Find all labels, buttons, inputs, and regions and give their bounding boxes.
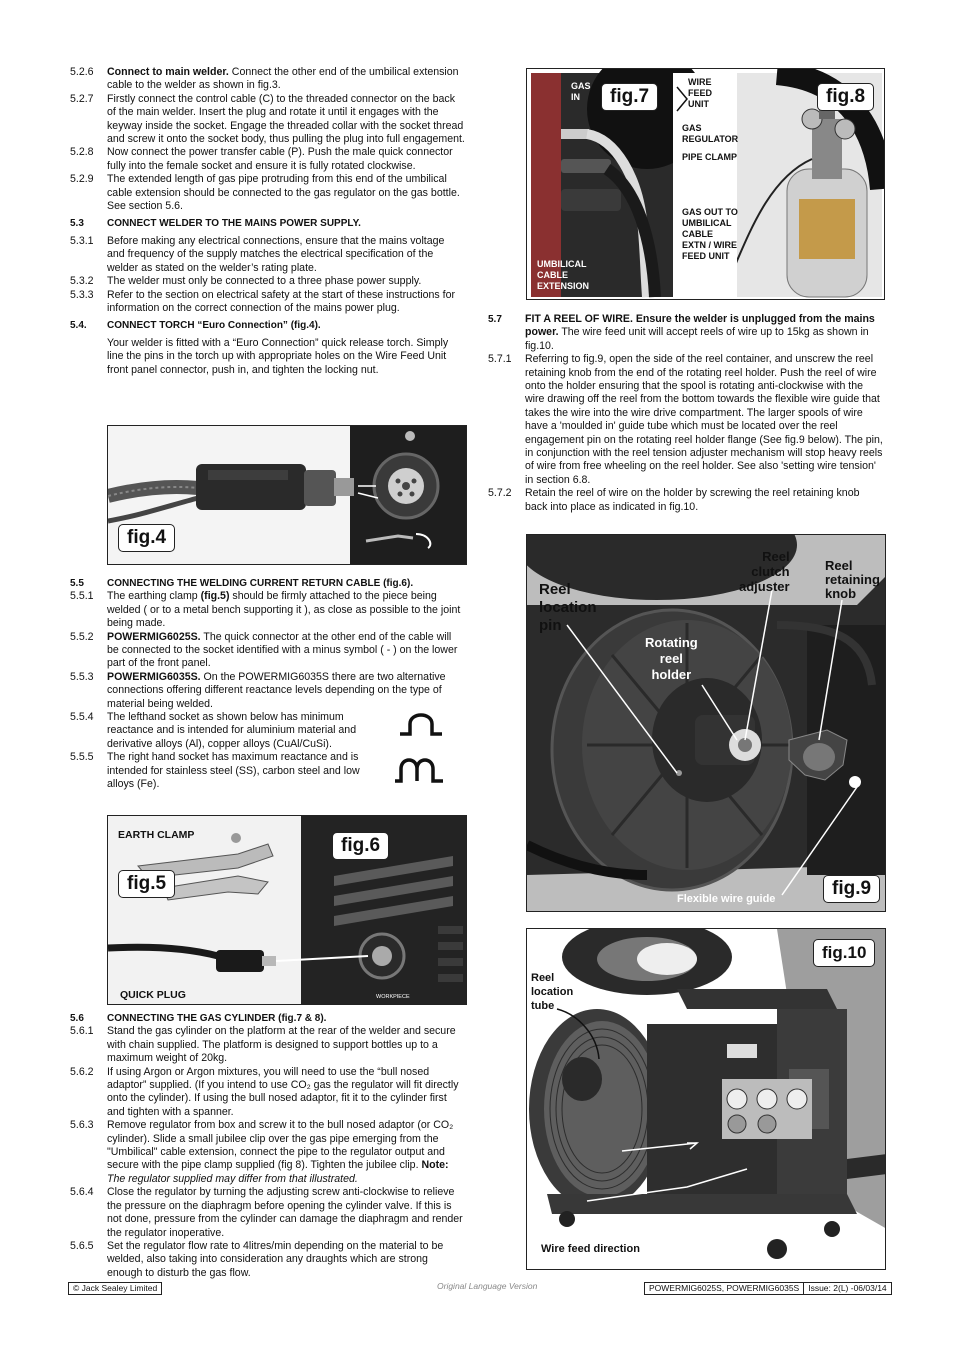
heading-number: 5.7	[488, 314, 502, 325]
issue-date: Issue: 2(L) -06/03/14	[808, 1283, 887, 1293]
item-number: 5.6.1	[70, 1025, 94, 1038]
reel-location-pin-label: Reel location pin	[539, 581, 597, 634]
item-number: 5.3.3	[70, 288, 94, 301]
item-text: Stand the gas cylinder on the platform at the rear of the welder and secure with chain supplied. The platform is designed to support bottles up to a maximum weight of 20kg.	[107, 1025, 456, 1065]
rotating-reel-holder-label: Rotating reel holder	[645, 635, 698, 682]
item-number: 5.5.1	[70, 590, 94, 603]
earth-clamp-label: EARTH CLAMP	[118, 829, 195, 841]
fig4-photo	[107, 425, 467, 565]
fig10-photo	[526, 928, 886, 1270]
item-text: Set the regulator flow rate to 4litres/min depending on the material to be welded, also taking into consideration any draughts which are strong enough to disturb the gas flow.	[107, 1239, 444, 1279]
right-column-text	[488, 313, 884, 514]
reel-location-tube-label: Reel location tube	[531, 972, 574, 1012]
section-5-6-3	[70, 1119, 465, 1186]
section-5-5-4	[70, 711, 375, 751]
section-5-2-8	[70, 146, 465, 173]
fig7-label: fig.7	[601, 83, 658, 111]
language-version: Original Language Version	[437, 1281, 538, 1291]
heading-text: CONNECTING THE GAS CYLINDER (fig.7 & 8).	[107, 1013, 327, 1024]
fig5-fig6-photo	[107, 815, 467, 1005]
fig8-label: fig.8	[817, 83, 874, 111]
wire-feed-unit-illustration	[527, 929, 886, 1270]
reel-clutch-adjuster-label: Reel clutch adjuster	[739, 549, 790, 594]
item-text: Connect the other end of the umbilical extension cable to the welder as shown in fig.3.	[107, 66, 459, 92]
item-number: 5.6.5	[70, 1239, 94, 1252]
section-5-5-2	[70, 631, 465, 671]
section-5-5-1	[70, 590, 465, 630]
left-column	[70, 66, 465, 377]
section-5-2-7	[70, 93, 465, 147]
section-5-7-1	[488, 353, 884, 487]
fig9-label: fig.9	[823, 875, 880, 903]
item-number: 5.6.3	[70, 1119, 94, 1132]
fig5-label: fig.5	[118, 870, 175, 898]
item-text: On the POWERMIG6035S there are two alternative connections offering different reactance levels depending on the type of material being welded.	[107, 670, 446, 710]
item-number: 5.6.4	[70, 1186, 94, 1199]
section-5-4-text	[70, 337, 465, 377]
section-5-5-5	[70, 751, 375, 791]
item-text: Referring to fig.9, open the side of the reel container, and unscrew the reel retaining knob from the end of the rotating reel holder. Push the reel of wire onto the holder ensuring that the spool is rotating anti-clockwise with the wire drawing off the reel from the bottom towards the flexible wire guide that takes the wire into the wire drive compartment. The larger spools of wire have a 'moulded in' guide tube which must be located over the reel engagement pin on the rotating reel holder flange (See fig.9 below). The pin, in conjunction with the reel tension adjuster mechanism will stop heavy reels of wire from free wheeling on the reel holder. See also 'setting wire tension' in section 6.8.	[525, 353, 883, 486]
workpiece-label: WORKPIECE	[376, 994, 410, 1000]
pipe-clamp-label: PIPE CLAMP	[682, 152, 738, 162]
item-number: 5.3.2	[70, 275, 94, 288]
fig7-fig8-photo	[526, 68, 885, 300]
section-5-7	[488, 313, 884, 353]
heading-5-4	[70, 319, 465, 332]
item-text: The lefthand socket as shown below has minimum reactance and is intended for aluminium material and derivative alloys (Al), copper alloys (CuAl/CuSi).	[107, 711, 357, 750]
gas-in-label: GAS IN	[571, 81, 591, 102]
note-text: The regulator supplied may differ from that illustrated.	[107, 1172, 358, 1185]
item-text: Now connect the power transfer cable (P). Push the male quick connector fully into the female socket and ensure it is fully rotated clockwise.	[107, 146, 453, 172]
item-number: 5.6.2	[70, 1065, 94, 1078]
item-ref: (fig.5)	[200, 590, 230, 603]
heading-5-5	[70, 577, 465, 590]
fig4-label: fig.4	[118, 524, 175, 552]
maximum-reactance-icon	[393, 755, 453, 787]
copyright-footer: © Jack Sealey Limited	[68, 1282, 162, 1295]
item-text: The wire feed unit will accept reels of wire up to 15kg as shown in fig.10.	[525, 326, 869, 352]
wire-feed-direction-label: Wire feed direction	[541, 1243, 640, 1255]
item-text: Refer to the section on electrical safety at the start of these instructions for information on the correct connection of the mains power plug.	[107, 288, 456, 314]
section-5-2-9	[70, 173, 465, 213]
item-text: Your welder is fitted with a “Euro Connection” quick release torch. Simply line the pins in the torch up with appropriate holes on the Wire Feed Unit front panel connector, push in, and tighten the locking nut.	[107, 336, 449, 376]
item-number: 5.7.2	[488, 487, 512, 500]
section-5-3-2	[70, 275, 465, 288]
heading-number: 5.4.	[70, 320, 87, 332]
reel-retaining-knob-label: Reel retaining knob	[825, 558, 880, 601]
model-footer	[644, 1282, 892, 1295]
umbilical-label: UMBILICAL CABLE EXTENSION	[537, 259, 590, 291]
heading-text: CONNECTING THE WELDING CURRENT RETURN CABLE (fig.6).	[107, 578, 414, 589]
minimum-reactance-icon	[398, 710, 446, 740]
heading-number: 5.5	[70, 578, 84, 589]
gas-out-label: GAS OUT TO UMBILICAL CABLE EXTN / WIRE FEED UNIT	[682, 207, 738, 261]
item-text: Remove regulator from box and screw it to the bull nosed adaptor (or CO₂ cylinder). Slide a small jubilee clip over the gas pipe emerging from the "Umbilical" cable extension, connect the pipe to the regulator output and secure with the pipe clamp supplied (fig 8). Tighten the jubilee clip.	[107, 1119, 454, 1172]
item-number: 5.5.4	[70, 711, 94, 724]
heading-number: 5.3	[70, 218, 84, 230]
left-column-part3	[70, 1012, 465, 1280]
item-text: Before making any electrical connections, ensure that the mains voltage and frequency of the supply matches the electrical specification of the welder as stated on the welder’s rating plate.	[107, 234, 445, 274]
section-5-3-1	[70, 235, 465, 275]
item-text: If using Argon or Argon mixtures, you will need to use the “bull nosed adaptor” supplied. (If you intend to use CO₂ gas the regulator will fit directly onto the cylinder). If using the bull nosed adaptor, fit it to the cylinder first and tighten with a spanner.	[107, 1065, 459, 1118]
heading-text: CONNECT WELDER TO THE MAINS POWER SUPPLY.	[107, 218, 361, 230]
item-text: The quick connector at the other end of the cable will be connected to the socket identified with a minus symbol ( - ) on the lower part of the front panel.	[107, 630, 458, 670]
section-5-2-6	[70, 66, 465, 93]
item-text: Retain the reel of wire on the holder by screwing the reel retaining knob back into place as indicated in fig.10.	[525, 487, 860, 513]
wire-feed-unit-label: WIRE FEED UNIT	[688, 77, 713, 109]
item-number: 5.5.3	[70, 670, 94, 683]
item-number: 5.2.7	[70, 92, 94, 105]
heading-text: CONNECT TORCH “Euro Connection” (fig.4).	[107, 320, 321, 332]
section-5-3-3	[70, 289, 465, 316]
item-text: The welder must only be connected to a three phase power supply.	[107, 275, 422, 288]
item-number: 5.2.6	[70, 66, 94, 78]
section-5-6-1	[70, 1025, 465, 1065]
section-5-5-3	[70, 671, 465, 711]
fig9-photo	[526, 534, 886, 912]
note-label: Note:	[421, 1159, 449, 1172]
item-text: The right hand socket has maximum reactance and is intended for stainless steel (SS), carbon steel and low alloys (Fe).	[107, 751, 360, 791]
section-5-7-2	[488, 487, 884, 514]
section-5-6-5	[70, 1240, 465, 1280]
flexible-wire-guide-label: Flexible wire guide	[677, 893, 776, 905]
earth-clamp-illustration	[108, 816, 467, 1005]
gas-regulator-label: GAS REGULATOR	[682, 123, 739, 144]
item-number: 5.3.1	[70, 234, 94, 247]
item-number: 5.7.1	[488, 353, 512, 366]
fig6-label: fig.6	[332, 832, 389, 860]
item-lead: Connect to main welder.	[107, 66, 229, 78]
item-lead: POWERMIG6035S.	[107, 670, 201, 683]
heading-5-3	[70, 217, 465, 230]
section-5-6-2	[70, 1066, 465, 1120]
item-text: should be firmly attached to the piece being welded ( or to a metal bench supporting it ), as close as possible to the joint being made.	[107, 590, 461, 630]
item-number: 5.5.2	[70, 630, 94, 643]
heading-number: 5.6	[70, 1013, 84, 1024]
fig10-label: fig.10	[813, 939, 875, 967]
section-5-6-4	[70, 1186, 465, 1240]
item-number: 5.5.5	[70, 751, 94, 764]
heading-5-6	[70, 1012, 465, 1025]
item-lead: POWERMIG6025S.	[107, 630, 201, 643]
item-text: Close the regulator by turning the adjusting screw anti-clockwise to relieve the pressure on the diaphragm before opening the cylinder valve. If this is not done, pressure from the cylinder can damage the diaphragm and render the regulator inoperative.	[107, 1186, 463, 1239]
item-number: 5.2.8	[70, 146, 94, 159]
item-text: The extended length of gas pipe protruding from this end of the umbilical cable extension should be connected to the gas regulator on the gas bottle. See section 5.6.	[107, 173, 460, 213]
heading-text: FIT A REEL OF WIRE. Ensure the welder is unplugged from the mains power.	[525, 313, 875, 339]
item-text-pre: The earthing clamp	[107, 590, 201, 603]
item-text: Firstly connect the control cable (C) to the threaded connector on the back of the main welder. Insert the plug and rotate it until it engages with the keyway inside the socket. Engage the threaded collar with the socket thread and screw it onto the socket body, thus pulling the plug into full engagement.	[107, 92, 465, 146]
quick-plug-label: QUICK PLUG	[120, 989, 186, 1001]
model-numbers: POWERMIG6025S, POWERMIG6035S	[645, 1283, 804, 1294]
item-number: 5.2.9	[70, 173, 94, 186]
